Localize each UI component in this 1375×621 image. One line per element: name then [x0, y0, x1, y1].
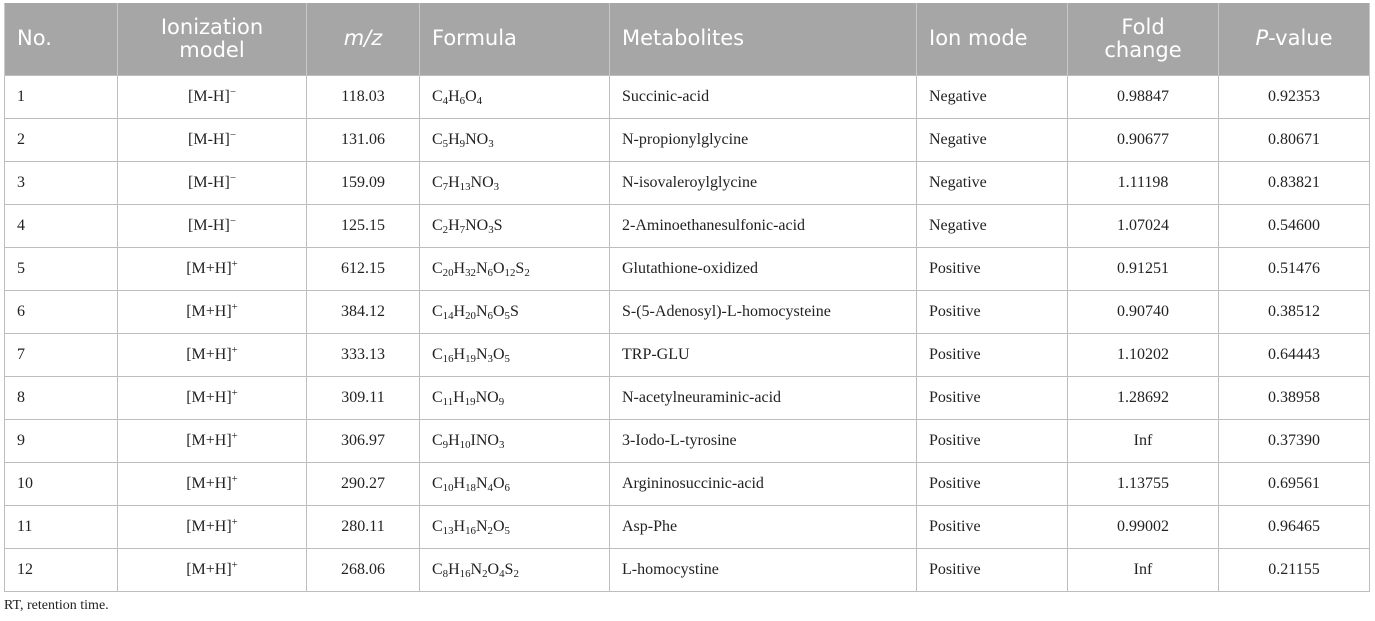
cell-ionization-model	[118, 118, 307, 161]
cell-no: 11	[5, 505, 118, 548]
formula-subscript: 16	[442, 352, 454, 365]
cell-ionization-model	[118, 290, 307, 333]
header-mz-label: m/z	[343, 26, 383, 51]
formula-element: C	[432, 474, 443, 492]
cell-p-value: 0.83821	[1219, 161, 1370, 204]
cell-no: 7	[5, 333, 118, 376]
formula-element: H	[453, 388, 465, 406]
formula-element: N	[470, 560, 483, 578]
cell-formula	[420, 462, 610, 505]
cell-fold-change: 0.99002	[1068, 505, 1219, 548]
cell-metabolite: Asp-Phe	[610, 505, 917, 548]
table-row	[5, 376, 1370, 419]
cell-mz: 131.06	[307, 118, 420, 161]
formula-subscript: 9	[459, 137, 466, 150]
formula-element: O	[492, 517, 505, 535]
cell-metabolite: N-acetylneuraminic-acid	[610, 376, 917, 419]
cell-fold-change: 0.90740	[1068, 290, 1219, 333]
formula-element: C	[432, 259, 443, 277]
formula-subscript: 2	[513, 567, 519, 580]
formula-subscript: 6	[459, 94, 466, 107]
header-row	[5, 3, 1370, 75]
cell-formula	[420, 419, 610, 462]
formula-subscript: 6	[504, 481, 510, 494]
cell-ionization-model	[118, 419, 307, 462]
cell-mz: 290.27	[307, 462, 420, 505]
ion-charge: +	[231, 386, 238, 399]
formula-subscript: 4	[499, 567, 505, 580]
cell-ionization-model	[118, 247, 307, 290]
ion-label: [M+H]	[186, 302, 232, 320]
formula-subscript: 9	[498, 395, 505, 408]
ion-label: [M+H]	[186, 388, 232, 406]
formula-subscript: 3	[487, 352, 493, 365]
cell-ion-mode: Negative	[917, 75, 1068, 118]
formula-subscript: 19	[465, 352, 476, 365]
cell-ion-mode: Positive	[917, 290, 1068, 333]
formula-element: H	[453, 517, 466, 535]
formula-element: N	[475, 517, 488, 535]
ion-label: [M+H]	[186, 431, 232, 449]
ion-label: [M-H]	[188, 130, 230, 148]
formula-subscript: 18	[465, 481, 476, 494]
cell-ion-mode: Positive	[917, 247, 1068, 290]
formula-element: H	[453, 259, 466, 277]
cell-formula	[420, 548, 610, 591]
formula-subscript: 3	[488, 137, 494, 150]
table-row	[5, 462, 1370, 505]
cell-metabolite: 3-Iodo-L-tyrosine	[610, 419, 917, 462]
cell-ion-mode: Positive	[917, 419, 1068, 462]
cell-no: 4	[5, 204, 118, 247]
formula-subscript: 14	[442, 309, 454, 322]
cell-no: 8	[5, 376, 118, 419]
formula-subscript: 10	[459, 438, 471, 451]
cell-ion-mode: Negative	[917, 161, 1068, 204]
formula-subscript: 2	[524, 266, 530, 279]
formula-subscript: 4	[487, 481, 493, 494]
formula-element: C	[432, 130, 443, 148]
cell-ion-mode: Positive	[917, 333, 1068, 376]
cell-fold-change: 1.10202	[1068, 333, 1219, 376]
formula-subscript: 6	[487, 309, 493, 322]
formula-subscript: 5	[504, 352, 510, 365]
formula-subscript: 12	[504, 266, 516, 279]
cell-p-value: 0.38958	[1219, 376, 1370, 419]
ion-charge: +	[231, 515, 238, 528]
formula-subscript: 7	[459, 223, 466, 236]
formula-element: C	[432, 560, 443, 578]
cell-formula	[420, 333, 610, 376]
ion-label: [M+H]	[186, 259, 232, 277]
cell-p-value: 0.69561	[1219, 462, 1370, 505]
formula-element: NO	[475, 388, 499, 406]
formula-element: O	[487, 560, 500, 578]
formula-element: O	[492, 302, 505, 320]
table-row	[5, 548, 1370, 591]
formula-element: NO	[465, 130, 489, 148]
cell-ionization-model	[118, 505, 307, 548]
header-fold-line2: change	[1104, 37, 1182, 62]
cell-p-value: 0.21155	[1219, 548, 1370, 591]
table-row	[5, 505, 1370, 548]
cell-p-value: 0.96465	[1219, 505, 1370, 548]
cell-ion-mode: Positive	[917, 376, 1068, 419]
formula-element: N	[475, 474, 488, 492]
cell-fold-change: 0.90677	[1068, 118, 1219, 161]
cell-ion-mode: Negative	[917, 118, 1068, 161]
header-metabolites: Metabolites	[610, 3, 917, 75]
formula-subscript: 20	[465, 309, 476, 322]
formula-element: S	[509, 302, 519, 320]
formula-element: H	[448, 560, 460, 578]
formula-subscript: 5	[504, 524, 510, 537]
formula-element: H	[453, 302, 466, 320]
formula-element: S	[493, 216, 503, 234]
formula-subscript: 20	[442, 266, 454, 279]
cell-mz: 384.12	[307, 290, 420, 333]
cell-mz: 268.06	[307, 548, 420, 591]
formula-element: C	[432, 431, 443, 449]
metabolites-table-container	[4, 3, 1369, 592]
cell-no: 10	[5, 462, 118, 505]
ion-charge: −	[229, 85, 236, 98]
cell-no: 1	[5, 75, 118, 118]
cell-p-value: 0.38512	[1219, 290, 1370, 333]
formula-element: H	[448, 130, 460, 148]
ion-label: [M+H]	[186, 345, 232, 363]
formula-element: C	[432, 388, 443, 406]
cell-formula	[420, 376, 610, 419]
cell-fold-change: 1.28692	[1068, 376, 1219, 419]
formula-element: C	[432, 517, 443, 535]
formula-subscript: 2	[482, 567, 488, 580]
header-fold-change	[1068, 3, 1219, 75]
formula-subscript: 3	[488, 223, 494, 236]
header-mz	[307, 3, 420, 75]
table-footnote: RT, retention time.	[4, 598, 109, 613]
formula-subscript: 11	[442, 395, 454, 408]
ion-label: [M-H]	[188, 87, 230, 105]
cell-fold-change: Inf	[1068, 419, 1219, 462]
cell-p-value: 0.51476	[1219, 247, 1370, 290]
ion-label: [M+H]	[186, 560, 232, 578]
table-row	[5, 333, 1370, 376]
cell-ionization-model	[118, 75, 307, 118]
ion-charge: +	[231, 257, 238, 270]
formula-element: N	[475, 259, 488, 277]
formula-subscript: 9	[442, 438, 449, 451]
formula-element: H	[453, 474, 466, 492]
cell-formula	[420, 290, 610, 333]
cell-fold-change: 0.91251	[1068, 247, 1219, 290]
formula-subscript: 16	[459, 567, 471, 580]
formula-element: NO	[465, 216, 489, 234]
header-no: No.	[5, 3, 118, 75]
cell-ion-mode: Positive	[917, 548, 1068, 591]
cell-p-value: 0.92353	[1219, 75, 1370, 118]
cell-mz: 159.09	[307, 161, 420, 204]
ion-label: [M+H]	[186, 474, 232, 492]
formula-element: C	[432, 216, 443, 234]
formula-element: NO	[470, 173, 494, 191]
formula-subscript: 5	[504, 309, 510, 322]
formula-subscript: 13	[442, 524, 454, 537]
cell-mz: 333.13	[307, 333, 420, 376]
header-formula: Formula	[420, 3, 610, 75]
cell-mz: 125.15	[307, 204, 420, 247]
cell-metabolite: Glutathione-oxidized	[610, 247, 917, 290]
formula-subscript: 32	[465, 266, 476, 279]
ion-charge: +	[231, 429, 238, 442]
formula-subscript: 2	[442, 223, 449, 236]
metabolites-table	[4, 3, 1370, 592]
cell-p-value: 0.37390	[1219, 419, 1370, 462]
cell-mz: 280.11	[307, 505, 420, 548]
table-row	[5, 290, 1370, 333]
ion-label: [M+H]	[186, 517, 232, 535]
formula-subscript: 8	[442, 567, 449, 580]
cell-no: 9	[5, 419, 118, 462]
formula-element: O	[492, 259, 505, 277]
formula-element: H	[448, 216, 460, 234]
cell-ion-mode: Positive	[917, 505, 1068, 548]
formula-element: C	[432, 345, 443, 363]
formula-subscript: 3	[493, 180, 500, 193]
formula-subscript: 10	[442, 481, 454, 494]
cell-mz: 309.11	[307, 376, 420, 419]
table-row	[5, 75, 1370, 118]
cell-ionization-model	[118, 333, 307, 376]
table-row	[5, 204, 1370, 247]
formula-subscript: 7	[442, 180, 449, 193]
table-row	[5, 419, 1370, 462]
cell-no: 5	[5, 247, 118, 290]
cell-formula	[420, 505, 610, 548]
ion-charge: +	[231, 300, 238, 313]
cell-metabolite: N-propionylglycine	[610, 118, 917, 161]
cell-metabolite: L-homocystine	[610, 548, 917, 591]
cell-no: 2	[5, 118, 118, 161]
cell-formula	[420, 118, 610, 161]
cell-metabolite: S-(5-Adenosyl)-L-homocysteine	[610, 290, 917, 333]
table-body	[5, 75, 1370, 591]
formula-element: N	[475, 345, 488, 363]
ion-charge: +	[231, 472, 238, 485]
header-ionization-model	[118, 3, 307, 75]
cell-metabolite: TRP-GLU	[610, 333, 917, 376]
cell-metabolite: 2-Aminoethanesulfonic-acid	[610, 204, 917, 247]
cell-p-value: 0.80671	[1219, 118, 1370, 161]
table-row	[5, 161, 1370, 204]
formula-element: O	[492, 474, 505, 492]
formula-element: S	[515, 259, 525, 277]
cell-mz: 306.97	[307, 419, 420, 462]
cell-p-value: 0.54600	[1219, 204, 1370, 247]
formula-element: S	[504, 560, 514, 578]
cell-formula	[420, 75, 610, 118]
formula-element: H	[448, 431, 460, 449]
formula-element: H	[448, 87, 460, 105]
cell-fold-change: 1.13755	[1068, 462, 1219, 505]
formula-element: C	[432, 87, 443, 105]
cell-ionization-model	[118, 376, 307, 419]
formula-element: H	[453, 345, 466, 363]
formula-element: H	[448, 173, 460, 191]
ion-label: [M-H]	[188, 216, 230, 234]
ion-charge: +	[231, 343, 238, 356]
cell-no: 6	[5, 290, 118, 333]
cell-ionization-model	[118, 462, 307, 505]
formula-subscript: 19	[464, 395, 476, 408]
cell-formula	[420, 204, 610, 247]
cell-ionization-model	[118, 161, 307, 204]
cell-ion-mode: Negative	[917, 204, 1068, 247]
cell-metabolite: N-isovaleroylglycine	[610, 161, 917, 204]
cell-mz: 118.03	[307, 75, 420, 118]
ion-charge: +	[231, 558, 238, 571]
header-fold-line1: Fold	[1121, 14, 1165, 39]
formula-subscript: 13	[459, 180, 471, 193]
formula-subscript: 5	[442, 137, 449, 150]
cell-ionization-model	[118, 548, 307, 591]
formula-element: C	[432, 173, 443, 191]
cell-metabolite: Succinic-acid	[610, 75, 917, 118]
formula-element: C	[432, 302, 443, 320]
header-p-italic: P	[1255, 26, 1269, 51]
cell-mz: 612.15	[307, 247, 420, 290]
cell-fold-change: 0.98847	[1068, 75, 1219, 118]
formula-element: O	[465, 87, 477, 105]
cell-fold-change: 1.07024	[1068, 204, 1219, 247]
formula-element: N	[475, 302, 488, 320]
formula-element: INO	[470, 431, 499, 449]
formula-subscript: 4	[442, 94, 449, 107]
cell-formula	[420, 247, 610, 290]
header-ion-mode: Ion mode	[917, 3, 1068, 75]
cell-p-value: 0.64443	[1219, 333, 1370, 376]
cell-no: 3	[5, 161, 118, 204]
cell-formula	[420, 161, 610, 204]
table-header	[5, 3, 1370, 75]
table-row	[5, 118, 1370, 161]
ion-charge: −	[229, 128, 236, 141]
formula-subscript: 4	[476, 94, 483, 107]
header-p-rest: -value	[1268, 26, 1333, 51]
cell-fold-change: Inf	[1068, 548, 1219, 591]
formula-subscript: 2	[487, 524, 493, 537]
cell-no: 12	[5, 548, 118, 591]
formula-element: O	[492, 345, 505, 363]
header-p-value	[1219, 3, 1370, 75]
cell-fold-change: 1.11198	[1068, 161, 1219, 204]
cell-metabolite: Argininosuccinic-acid	[610, 462, 917, 505]
formula-subscript: 6	[487, 266, 493, 279]
cell-ionization-model	[118, 204, 307, 247]
formula-subscript: 3	[498, 438, 505, 451]
cell-ion-mode: Positive	[917, 462, 1068, 505]
ion-charge: −	[229, 171, 236, 184]
formula-subscript: 16	[465, 524, 476, 537]
ion-charge: −	[229, 214, 236, 227]
header-ionization-line2: model	[179, 37, 245, 62]
header-ionization-line1: Ionization	[160, 14, 264, 39]
table-row	[5, 247, 1370, 290]
ion-label: [M-H]	[188, 173, 230, 191]
